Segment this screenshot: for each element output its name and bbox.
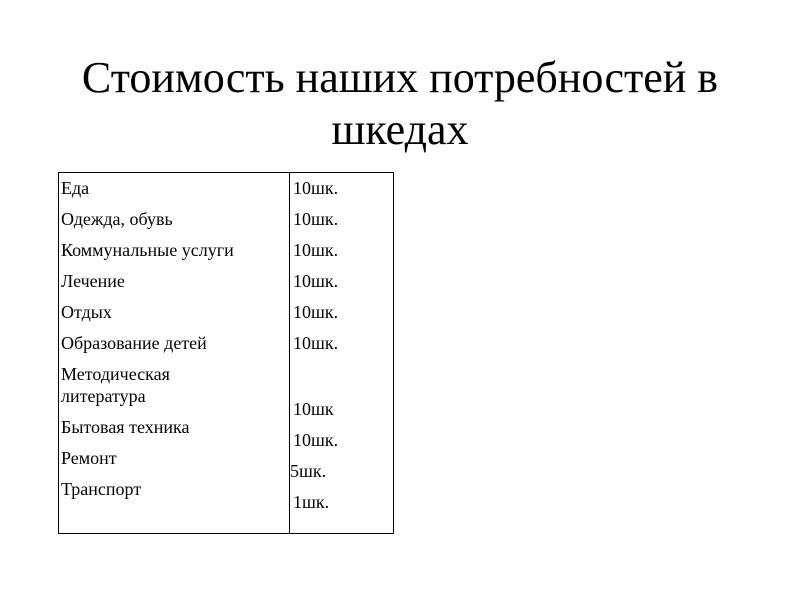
amount-cell: 10шк. [293,302,339,322]
items-column [61,177,287,509]
amounts-column [290,177,391,522]
item-cell: Отдых [61,302,112,322]
amount-cell: 10шк. [293,271,339,291]
amount-cell: 10шк. [293,209,339,229]
amount-cell: 10шк. [293,333,339,353]
item-cell: Ремонт [61,448,117,468]
amount-cell: 5шк. [290,461,327,481]
cost-table [58,172,394,534]
amount-cell: 10шк [293,399,334,419]
item-cell: Лечение [61,271,125,291]
item-cell: Бытовая техника [61,417,190,437]
slide-title: Стоимость наших потребностей в шкедах [81,53,719,154]
item-cell: Одежда, обувь [61,209,173,229]
item-cell: Методическая литература [61,364,170,406]
amount-cell: 1шк. [293,492,330,512]
item-cell: Образование детей [61,333,207,353]
item-cell: Еда [61,178,90,198]
item-cell: Транспорт [61,479,142,499]
amount-cell: 10шк. [293,240,339,260]
amount-cell: 10шк. [293,178,339,198]
item-cell: Коммунальные услуги [61,240,234,260]
amount-cell: 10шк. [293,430,339,450]
